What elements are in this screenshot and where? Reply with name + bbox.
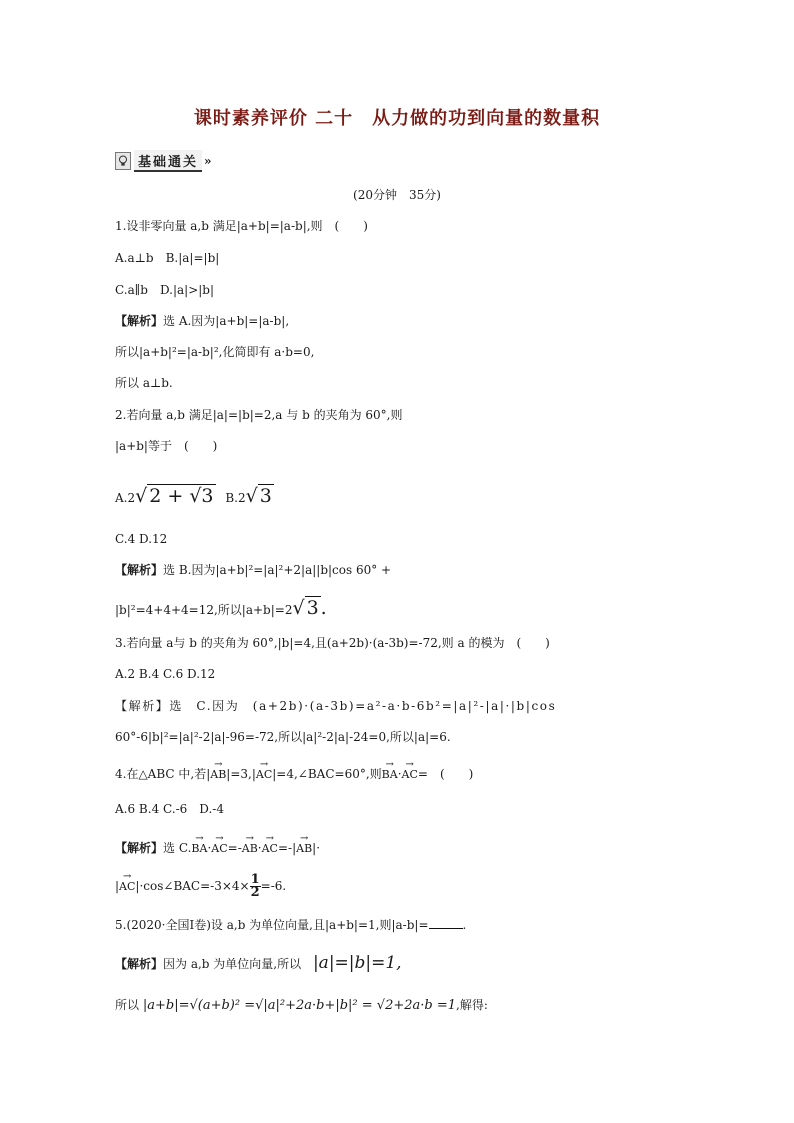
- page-title: 课时素养评价 二十 从力做的功到向量的数量积: [193, 108, 601, 129]
- q2-stem-line2: |a+b|等于 ( ): [115, 439, 218, 453]
- q4-solution-line2: [115, 874, 286, 899]
- q1-solution-line1: [115, 313, 289, 329]
- vector-ac: → AC: [211, 841, 227, 857]
- q1-options-ab: A.a⊥b B.|a|=|b|: [115, 251, 220, 265]
- fraction-one-half: [250, 874, 261, 899]
- q5-stem: [115, 917, 466, 933]
- q3-solution-line1: 【解析】选 C.因为 (a+2b)·(a-3b)=a²-a·b-6b²=|a|²-|a|·|b|cos: [115, 699, 557, 713]
- q4-stem-part: |=4,∠BAC=60°,则: [272, 767, 382, 781]
- q5-solution-line1: [115, 952, 402, 975]
- time-note: (20分钟 35分): [353, 188, 441, 202]
- vector-ba: → BA: [191, 841, 207, 857]
- q5-solution-text: 因为 a,b 为单位向量,所以: [163, 957, 302, 971]
- section-header: [115, 150, 212, 172]
- q5-math-unit-norms: |a|=|b|=1,: [312, 953, 402, 973]
- q2-solution-radicand: 3: [306, 597, 319, 619]
- q2-solution-line2-text: |b|²=4+4+4=12,所以|a+b|=2: [115, 603, 293, 617]
- q4-solution-part: =-|: [277, 841, 297, 855]
- q1-stem: 1.设非零向量 a,b 满足|a+b|=|a-b|,则 ( ): [115, 219, 368, 233]
- q4-stem-part: 4.在△ABC 中,若|: [115, 767, 211, 781]
- q4-solution-part: |·cos∠BAC=-3×4×: [135, 879, 250, 893]
- q4-solution-part: =-6.: [260, 879, 287, 893]
- q2-option-b-prefix: B.2: [225, 491, 246, 505]
- section-label: 基础通关: [134, 150, 202, 172]
- q2-options-cd: C.4 D.12: [115, 532, 168, 546]
- q4-stem-part: = ( ): [417, 767, 474, 781]
- vector-ab: → AB: [296, 841, 312, 857]
- vector-ac: → AC: [256, 767, 272, 783]
- solution-tag: 【解析】: [115, 841, 164, 855]
- answer-blank: [429, 917, 463, 929]
- q2-option-a-prefix: A.2: [115, 491, 136, 505]
- solution-tag: 【解析】: [115, 314, 164, 328]
- q4-solution-part: |·: [312, 841, 321, 855]
- vector-ac: → AC: [402, 767, 418, 783]
- q3-solution-line2: 60°-6|b|²=|a|²-2|a|-96=-72,所以|a|²-2|a|-24=0,所以|a|=6.: [115, 730, 451, 744]
- q2-option-a-radicand: 2 + √3: [149, 485, 214, 507]
- dot-operator: ·: [207, 841, 212, 855]
- q4-solution-part: =-: [227, 841, 242, 855]
- vector-ac: → AC: [262, 841, 278, 857]
- q4-options: A.6 B.4 C.-6 D.-4: [115, 802, 224, 816]
- q5-solution-prefix: 所以: [115, 998, 140, 1012]
- q1-solution-text: 选 A.因为|a+b|=|a-b|,: [163, 314, 290, 328]
- q2-options-ab: A.2√ 2 + √3 B.2√ 3: [115, 485, 272, 507]
- q2-solution-period: .: [320, 597, 327, 619]
- q5-stem-end: .: [462, 918, 467, 932]
- chevron-right-icon: »: [204, 154, 212, 168]
- q4-solution-part: 选 C.: [163, 841, 192, 855]
- fraction-denominator: 2: [250, 885, 260, 900]
- vector-ab: → AB: [210, 767, 226, 783]
- q2-solution-line2: |b|²=4+4+4=12,所以|a+b|=2√ 3 .: [115, 597, 327, 619]
- q3-stem: 3.若向量 a与 b 的夹角为 60°,|b|=4,且(a+2b)·(a-3b)=-72,则 a 的模为 ( ): [115, 636, 550, 650]
- lightbulb-icon: [115, 152, 131, 170]
- dot-operator: ·: [257, 841, 262, 855]
- q5-math-derivation: |a+b|=√(a+b)² =√|a|²+2a·b+|b|² = √2+2a·b =1: [142, 998, 457, 1013]
- q2-option-b-radicand: 3: [259, 485, 272, 507]
- q1-solution-line3: 所以 a⊥b.: [115, 376, 173, 390]
- q4-solution-line1: [115, 840, 320, 857]
- q4-stem: [115, 766, 473, 783]
- q1-options-cd: C.a∥b D.|a|>|b|: [115, 283, 215, 297]
- q5-solution-line2: [115, 995, 488, 1016]
- q4-solution-part: |: [115, 879, 120, 893]
- q1-solution-line2: 所以|a+b|²=|a-b|²,化简即有 a·b=0,: [115, 345, 315, 359]
- q4-stem-part: |=3,|: [226, 767, 256, 781]
- q5-solution-end: ,解得:: [456, 998, 488, 1012]
- vector-ba: → BA: [382, 767, 398, 783]
- q3-options: A.2 B.4 C.6 D.12: [115, 667, 216, 681]
- q5-stem-text: 5.(2020·全国Ⅰ卷)设 a,b 为单位向量,且|a+b|=1,则|a-b|=: [115, 918, 429, 932]
- dot-operator: ·: [397, 767, 402, 781]
- q2-solution-text: 选 B.因为|a+b|²=|a|²+2|a||b|cos 60° +: [163, 563, 392, 577]
- q2-solution-line1: [115, 562, 391, 578]
- solution-tag: 【解析】: [115, 957, 164, 971]
- solution-tag: 【解析】: [115, 563, 164, 577]
- q2-stem-line1: 2.若向量 a,b 满足|a|=|b|=2,a 与 b 的夹角为 60°,则: [115, 408, 403, 422]
- vector-ac: → AC: [119, 875, 135, 899]
- vector-ab: → AB: [242, 841, 258, 857]
- fraction-numerator: 1: [250, 872, 260, 887]
